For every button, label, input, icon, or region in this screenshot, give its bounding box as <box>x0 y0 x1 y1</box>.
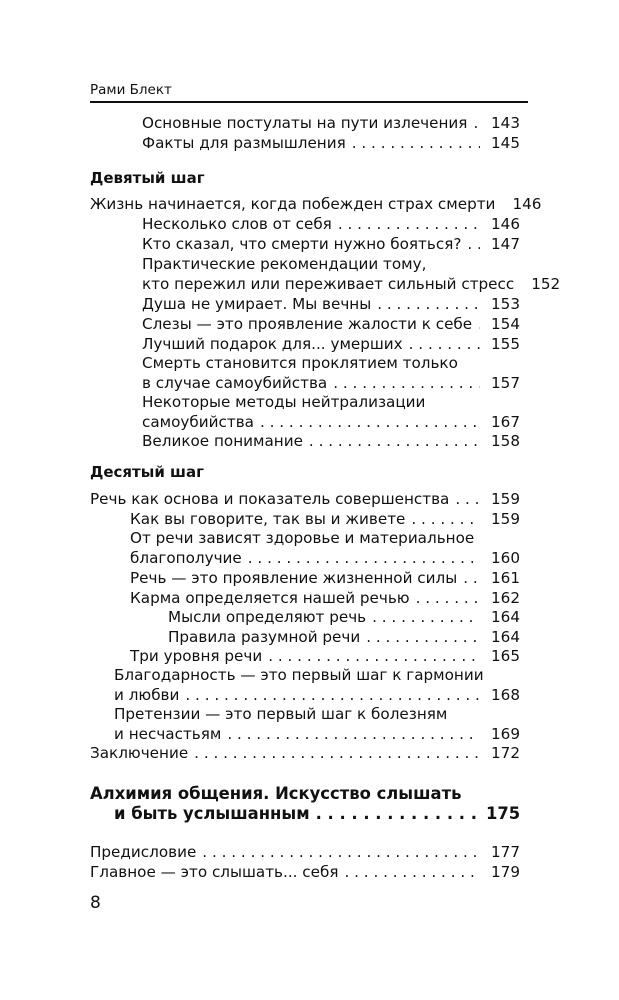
toc-entry-first-line: Некоторые методы нейтрализации <box>142 393 426 411</box>
dot-leader <box>372 607 480 627</box>
toc-entry-page: 175 <box>486 804 521 823</box>
toc-entry-title: в случае самоубийства <box>142 374 328 392</box>
page-number: 8 <box>90 893 101 913</box>
toc-entry <box>0 509 619 529</box>
dot-leader <box>352 133 480 153</box>
toc-entry <box>0 214 619 234</box>
section-heading: Десятый шаг <box>90 463 204 481</box>
dot-leader <box>194 743 480 763</box>
toc-entry-title: Жизнь начинается, когда побежден страх смерти <box>90 195 496 213</box>
toc-entry-page: 168 <box>491 686 520 704</box>
toc-entry-page: 159 <box>491 490 520 508</box>
toc-entry-title: Великое понимание <box>142 432 303 450</box>
toc-entry <box>0 646 619 666</box>
toc-entry <box>0 431 619 451</box>
toc-entry-title: Заключение <box>90 744 189 762</box>
toc-entry-title: Основные постулаты на пути излечения <box>142 114 468 132</box>
toc-entry-page: 146 <box>491 215 520 233</box>
toc-entry-page: 147 <box>491 235 520 253</box>
toc-entry-page: 162 <box>491 589 520 607</box>
dot-leader <box>202 842 480 862</box>
dot-leader <box>338 214 480 234</box>
dot-leader <box>248 548 480 568</box>
dot-leader <box>333 373 480 393</box>
dot-leader <box>411 509 480 529</box>
dot-leader <box>473 113 480 133</box>
toc-entry-title: благополучие <box>130 549 242 567</box>
dot-leader <box>416 588 480 608</box>
dot-leader <box>260 412 480 432</box>
toc-entry-title: кто пережил или переживает сильный стресс <box>142 275 515 293</box>
toc-entry-title: Факты для размышления <box>142 134 346 152</box>
toc-entry-title: Главное — это слышать... себя <box>90 863 339 881</box>
toc-entry <box>0 685 619 705</box>
toc-entry <box>0 334 619 354</box>
toc-entry-page: 145 <box>491 134 520 152</box>
toc-entry-title: Мысли определяют речь <box>168 608 367 626</box>
toc-entry-page: 167 <box>491 413 520 431</box>
dot-leader <box>409 334 480 354</box>
toc-entry <box>0 133 619 153</box>
section-heading: Девятый шаг <box>90 169 205 187</box>
dot-leader <box>467 234 480 254</box>
toc-entry-first-line: От речи зависят здоровье и материальное <box>130 529 475 547</box>
toc-entry-first-line: Практические рекомендации тому, <box>142 255 427 273</box>
toc-entry-title: Слезы — это проявление жалости к себе <box>142 315 473 333</box>
toc-entry-page: 154 <box>491 315 520 333</box>
toc-entry-title: самоубийства <box>142 413 254 431</box>
toc-entry-first-line: Алхимия общения. Искусство слышать <box>90 784 462 803</box>
toc-entry <box>0 588 619 608</box>
toc-entry <box>0 113 619 133</box>
toc-entry-page: 157 <box>491 374 520 392</box>
toc-entry-page: 146 <box>512 195 542 213</box>
dot-leader <box>463 568 480 588</box>
dot-leader <box>366 627 480 647</box>
dot-leader <box>316 804 480 824</box>
toc-entry-title: Правила разумной речи <box>168 628 361 646</box>
toc-entry <box>0 274 619 294</box>
toc-entry <box>0 627 619 647</box>
toc-entry-first-line: Благодарность — это первый шаг к гармонии <box>114 666 484 684</box>
toc-entry-page: 164 <box>491 608 520 626</box>
toc-entry <box>0 724 619 744</box>
toc-entry <box>0 548 619 568</box>
dot-leader <box>455 489 480 509</box>
toc-entry-page: 165 <box>491 647 520 665</box>
toc-entry <box>0 194 619 214</box>
toc-entry <box>0 804 619 824</box>
dot-leader <box>309 431 480 451</box>
toc-entry <box>0 314 619 334</box>
toc-entry-title: Как вы говорите, так вы и живете <box>130 510 406 528</box>
toc-entry-page: 161 <box>491 569 520 587</box>
dot-leader <box>227 724 480 744</box>
dot-leader <box>268 646 480 666</box>
dot-leader <box>185 685 480 705</box>
dot-leader <box>478 314 480 334</box>
toc-entry-title: Душа не умирает. Мы вечны <box>142 295 372 313</box>
toc-entry-title: Лучший подарок для... умерших <box>142 335 403 353</box>
toc-entry-title: Предисловие <box>90 843 197 861</box>
toc-entry-title: и быть услышанным <box>114 804 310 823</box>
toc-entry-title: Речь — это проявление жизненной силы <box>130 569 458 587</box>
toc-entry <box>0 842 619 862</box>
toc-entry-first-line: Претензии — это первый шаг к болезням <box>114 705 448 723</box>
toc-entry <box>0 607 619 627</box>
toc-entry-title: Карма определяется нашей речью <box>130 589 410 607</box>
toc-entry <box>0 743 619 763</box>
toc-entry-page: 172 <box>491 744 520 762</box>
toc-entry-page: 159 <box>491 510 520 528</box>
toc-entry-title: Три уровня речи <box>130 647 263 665</box>
toc-entry-page: 177 <box>491 843 520 861</box>
toc-entry-title: и любви <box>114 686 180 704</box>
toc-entry <box>0 412 619 432</box>
toc-entry-title: Кто сказал, что смерти нужно бояться? <box>142 235 462 253</box>
toc-entry-page: 155 <box>491 335 520 353</box>
toc-entry-page: 169 <box>491 725 520 743</box>
toc-entry <box>0 373 619 393</box>
toc-entry-page: 152 <box>531 275 561 293</box>
dot-leader <box>377 294 480 314</box>
toc-entry-page: 160 <box>491 549 520 567</box>
toc-entry-first-line: Смерть становится проклятием только <box>142 354 458 372</box>
toc-entry-page: 179 <box>491 863 520 881</box>
toc-entry-title: и несчастьям <box>114 725 222 743</box>
toc-entry-page: 143 <box>491 114 520 132</box>
toc-entry <box>0 489 619 509</box>
toc-entry <box>0 294 619 314</box>
toc-entry <box>0 234 619 254</box>
toc-entry-page: 158 <box>491 432 520 450</box>
running-header-author: Рами Блект <box>90 82 172 98</box>
toc-entry-page: 153 <box>491 295 520 313</box>
toc-entry-title: Несколько слов от себя <box>142 215 332 233</box>
toc-entry <box>0 568 619 588</box>
dot-leader <box>345 862 481 882</box>
toc-entry <box>0 862 619 882</box>
toc-entry-page: 164 <box>491 628 520 646</box>
toc-entry-title: Речь как основа и показатель совершенства <box>90 490 450 508</box>
